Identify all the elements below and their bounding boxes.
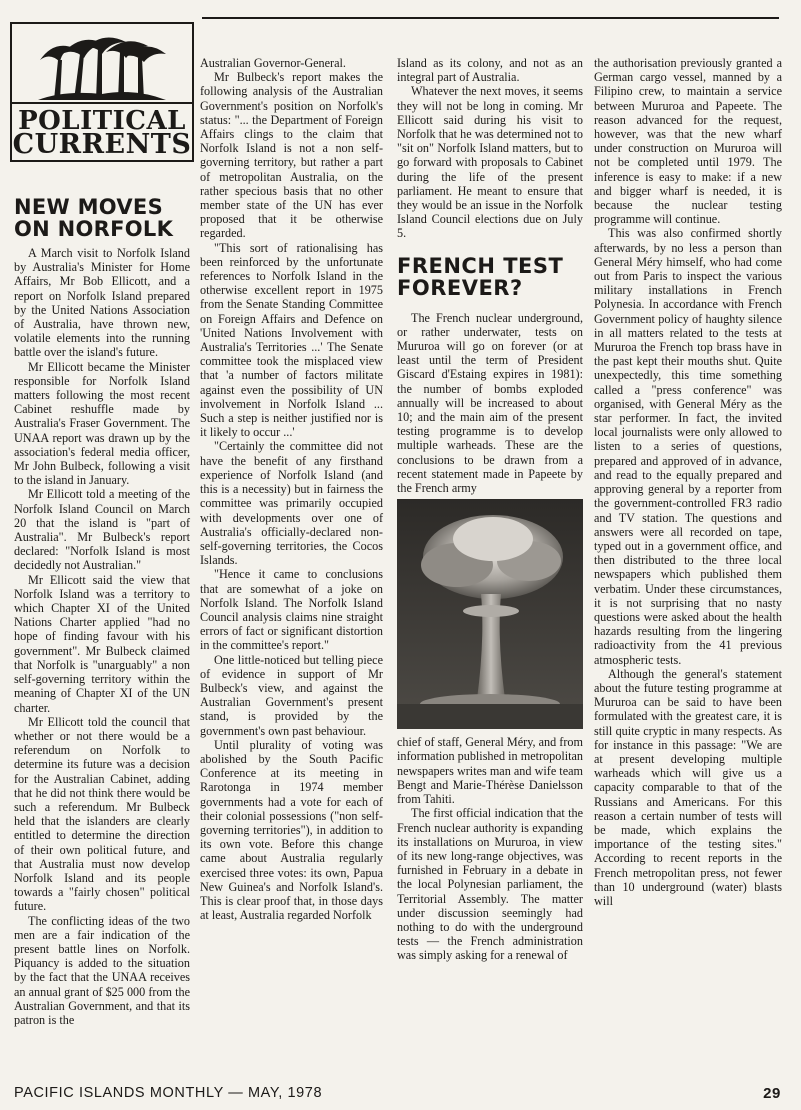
paragraph: "Certainly the committee did not have the benefit of any firsthand experience of Norfolk Island (and this is a necessity) but in fairness the committee was primarily occupied with developments over one of Australia's officially-declared non-self-governing territories, the Cocos Islands.	[200, 439, 383, 568]
palm-trees-icon	[34, 30, 170, 102]
paragraph: Mr Ellicott became the Minister responsible for Norfolk Island matters following the most recent Cabinet reshuffle made by Australia's Fraser Government. The UNAA report was drawn up by the association's federal media officer, Mr John Bulbeck, following a visit to the island in January.	[14, 359, 190, 488]
logo-line-1: POLITICAL	[18, 106, 186, 136]
column-4	[594, 56, 782, 908]
page-footer	[14, 1085, 781, 1101]
page-number: 29	[763, 1085, 781, 1102]
logo-line-2: CURRENTS	[12, 129, 192, 160]
paragraph: This was also confirmed shortly afterwards, by no less a person than General Méry himself, who had come out from Paris to inspect the various military installations in French Polynesia. In accordance with French Government policy of haughty silence in all matters related to the tests at Mururoa the French top brass have in the past kept their mouths shut. Quite unexpectedly, this time something called a "press conference" was organised, with General Méry as the star performer. In fact, the invited local journalists were only allowed to listen to a series of questions, prepared and approved of in advance, and read to the equally prepared and approving general by a reporter from the government-controlled FR3 radio and TV station. The questions and answers were all recorded on tape, typed out in a government office, and then distributed to the three local newspapers which published them verbatim. Under these circumstances, it is not surprising that no nasty questions were asked about the health hazards resulting from the lingering radioactivity from the 41 previous atmospheric tests.	[594, 226, 782, 667]
paragraph: Australian Governor-General.	[200, 56, 346, 70]
paragraph: Mr Ellicott said the view that Norfolk Island was a territory to which Chapter XI of the United Nations Charter applied "had no hope of finding favour with his government". Mr Bulbeck claimed that Norfolk is "unarguably" a non self-governing territory within the meaning of Chapter XI of the UN charter.	[14, 572, 190, 715]
column-2	[200, 56, 383, 922]
paragraph: "This sort of rationalising has been reinforced by the unfortunate references to Norfolk Island in the otherwise excellent report in 1975 from the Senate Standing Committee on Foreign Affairs and Defence on 'United Nations Involvement with Australia's Territories ...' The Senate committee took the misplaced view that 'a number of factors militate against even the possibility of UN involvement in Norfolk Island ... Such a step is neither justified nor is it likely to occur ...'	[200, 240, 383, 440]
article-headline: NEW MOVES ON NORFOLK	[14, 195, 174, 241]
column-3	[397, 56, 583, 963]
article-headline: FRENCH TEST FOREVER?	[397, 253, 564, 300]
paragraph: A March visit to Norfolk Island by Australia's Minister for Home Affairs, Mr Bob Ellicott, and a report on Norfolk Island prepared by the United Nations Association of Australia, have thrown new, volatile elements into the running battle over the island's future.	[14, 246, 190, 360]
paragraph: Mr Ellicott told the council that whether or not there would be a referendum on Norfolk to determine its future was a decision for the Australian Cabinet, adding that he did not think there would be such a referendum. Mr Bulbeck held that the islanders are clearly entitled to determine the direction of their own political future, and that Australia must now develop Norfolk Island and its people towards a "fairly chosen" political future.	[14, 714, 190, 914]
paragraph: Whatever the next moves, it seems they will not be long in coming. Mr Ellicott said during his visit to Norfolk that he was determined not to "sit on" Norfolk Island matters, but to go forward with proposals to Cabinet during the life of the present parliament. He meant to ensure that they would be an issue in the Norfolk Island Council elections due on July 5.	[397, 84, 583, 241]
column-1	[14, 196, 190, 1027]
paragraph: Mr Ellicott told a meeting of the Norfolk Island Council on March 20 that the island is "part of Australia". Mr Bulbeck's report declared: "Norfolk Island is most decidedly not Australian."	[14, 487, 190, 573]
top-rule	[202, 17, 779, 19]
paragraph: chief of staff, General Méry, and from information published in metropolitan newspapers writes man and wife team Bengt and Marie-Thérèse Danielsson from Tahiti.	[397, 735, 583, 807]
paragraph: The conflicting ideas of the two men are a fair indication of the present battle lines on Norfolk. Piquancy is added to the situation by the fact that the UNAA receives an annual grant of $25 000 from the Australian Government, and that its patron is the	[14, 913, 190, 1027]
section-logo	[10, 22, 194, 162]
publication-line: PACIFIC ISLANDS MONTHLY — MAY, 1978	[14, 1085, 323, 1101]
paragraph: the authorisation previously granted a German cargo vessel, manned by a Filipino crew, to maintain a service between Mururoa and Papeete. The reason advanced for the request, however, was that the new wharf under construction on Mururoa will not be completed until 1979. The inference is easy to make: if a new and bigger wharf is needed, it is because the nuclear testing programme will continue.	[594, 56, 782, 227]
paragraph: Island as its colony, and not as an integral part of Australia.	[397, 56, 583, 85]
paragraph: The first official indication that the French nuclear authority is expanding its installations on Mururoa, in view of its new long-range objectives, was furnished in February in a debate in the local Polynesian parliament, the Territorial Assembly. The matter under discussion seemingly had nothing to do with the underground tests — the French administration was simply asking for a renewal of	[397, 806, 583, 963]
paragraph: "Hence it came to conclusions that are somewhat of a joke on Norfolk Island. The Norfolk Island Council analysis claims nine straight errors of fact or significant distortion in the committee's report."	[200, 567, 383, 653]
paragraph: The French nuclear underground, or rather underwater, tests on Mururoa will go on forever (or at least until the term of President Giscard d'Estaing expires in 1981): the number of bombs exploded annually will be increased to about 10; and the main aim of the present testing programme is to develop multiple warheads. These are the conclusions to be drawn from a recent statement made in Papeete by the French army	[397, 310, 583, 496]
nuclear-explosion-photo	[397, 499, 583, 729]
paragraph: Until plurality of voting was abolished by the South Pacific Conference at its meeting in Rarotonga in 1974 member governments had a vote for each of their colonial possessions ("non self-governing territories"), in addition to its own vote. Before this change came about Australia regularly exercised three votes: its own, Papua New Guinea's and Norfolk Island's. This is clear proof that, in those days at least, Australia regarded Norfolk	[200, 737, 383, 923]
paragraph: Mr Bulbeck's report makes the following analysis of the Australian Government's position on Norfolk's status: "... the Department of Foreign Affairs clings to the claim that Norfolk Island is not a non self-governing territory, but rather a part of metropolitan Australia, on the rather specious basis that no other member state of the UN has ever proposed that it be otherwise regarded.	[200, 70, 383, 241]
paragraph: Although the general's statement about the future testing programme at Mururoa can be said to have been formulated with the greatest care, it is still quite cryptic in many respects. As for instance in this passage: "We are at present developing multiple warheads which will give us a capacity comparable to that of the Russians and Americans. For this reason a certain number of tests will be made, which explains the importance of the testing sites." According to recent reports in the French metropolitan press, not fewer than 10 underground (water) blasts will	[594, 666, 782, 908]
paragraph: One little-noticed but telling piece of evidence in support of Mr Bulbeck's view, and against the Australian Government's present stand, is provided by the government's own past behaviour.	[200, 652, 383, 738]
logo-divider	[12, 102, 192, 104]
